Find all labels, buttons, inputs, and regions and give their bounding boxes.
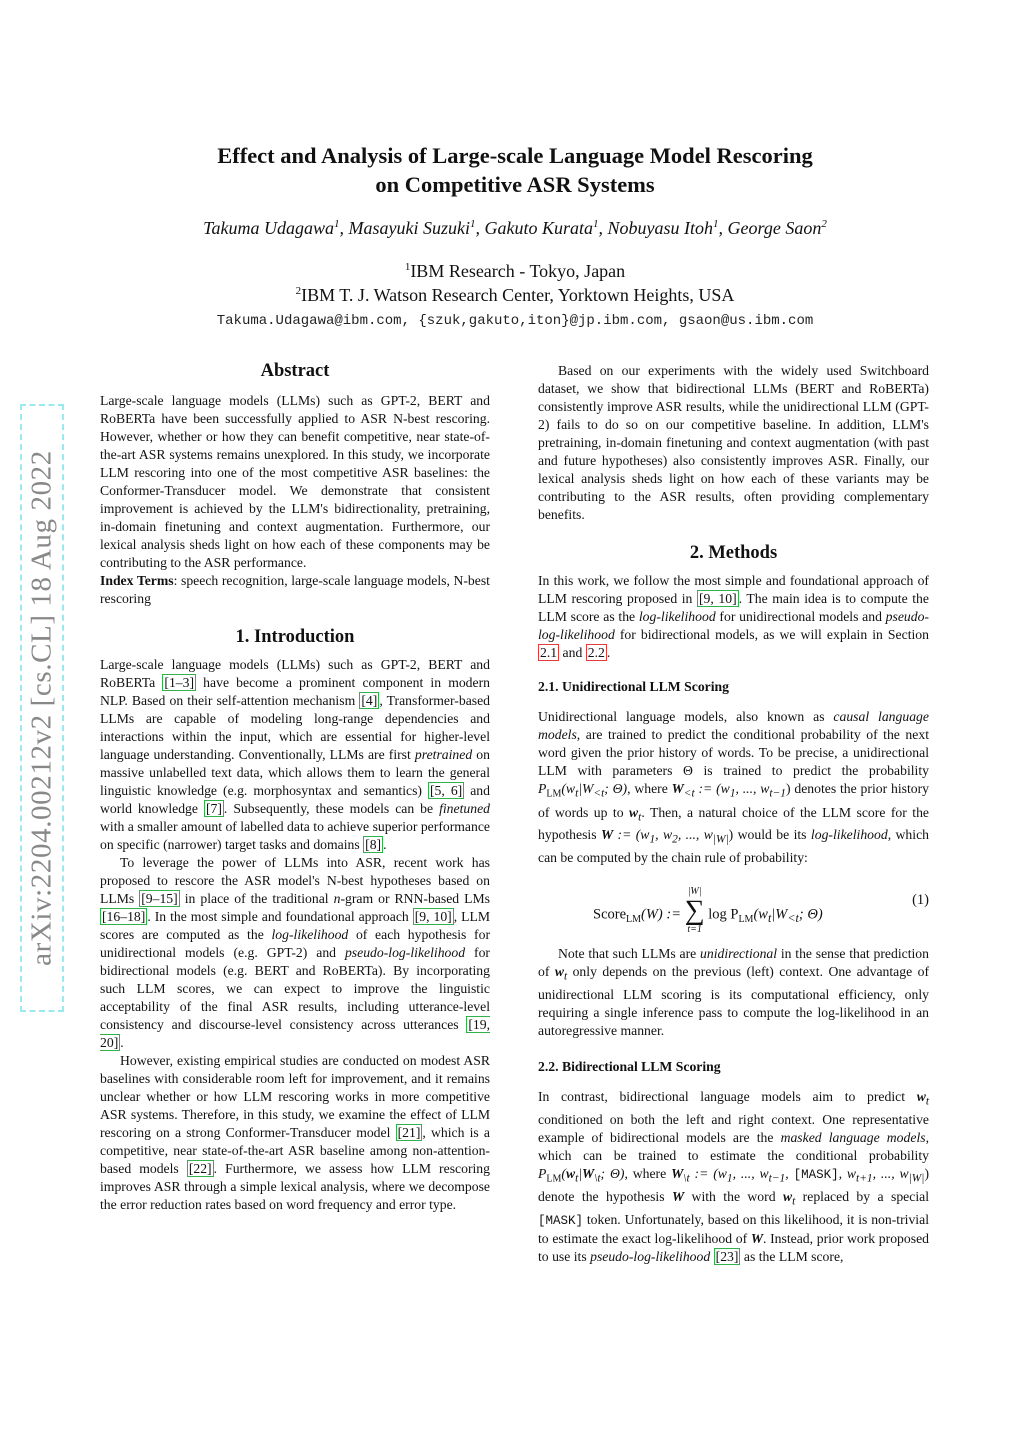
equation-1: Score$_{LM}$(W) := |W| ∑ t=1 $\log P_{LM}(w_t|W_{<t}$; Θ) (1) bbox=[593, 886, 929, 936]
citation-link[interactable]: [16–18] bbox=[102, 909, 146, 924]
author-emails: Takuma.Udagawa@ibm.com, {szuk,gakuto,iton}@jp.ibm.com, gsaon@us.ibm.com bbox=[216, 313, 814, 329]
subsection-2-1-paragraph-1: Unidirectional language models, also known as causal language models, are trained to predict the conditional probability of the next word given the prior history of words. To be precise, a unidirectional LLM with parameters Θ is trained to predict the probability $P_{LM}(w_t|W_{<t}$; Θ), where $W_{<t}$ := ($w_1$, ..., $w_{t-1}$) denotes the prior history of words up to $w_t$. Then, a natural choice of the LLM score for the hypothesis W := ($w_1$, $w_2$, ..., $w_{|W|}$) would be its log-likelihood, which can be computed by the chain rule of probability: bbox=[538, 709, 929, 866]
section-link[interactable]: 2.2 bbox=[587, 645, 605, 660]
paper-title-line-2: on Competitive ASR Systems bbox=[375, 172, 655, 197]
right-column bbox=[538, 362, 929, 1266]
citation-link[interactable]: [9, 10] bbox=[698, 591, 737, 606]
citation-link[interactable]: [9, 10] bbox=[414, 909, 452, 924]
author: Nobuyasu Itoh bbox=[607, 218, 714, 238]
citation-link[interactable]: [19, 20] bbox=[100, 1017, 490, 1050]
index-terms: Index Terms: speech recognition, large-scale language models, N-best rescoring bbox=[100, 573, 490, 606]
subsection-2-1-heading: 2.1. Unidirectional LLM Scoring bbox=[538, 679, 729, 694]
citation-link[interactable]: [21] bbox=[397, 1125, 421, 1140]
citation-link[interactable]: [4] bbox=[361, 693, 378, 708]
affiliation-1: $^1$IBM Research - Tokyo, Japan bbox=[404, 261, 626, 281]
intro-paragraph-1: Large-scale language models (LLMs) such as GPT-2, BERT and RoBERTa [1–3] have become a prominent component in modern NLP. Based on their self-attention mechanism [4] , Transformer-based LLMs are capable of modeling long-range dependencies and interactions within the input, which are essential for higher-level language understanding. Conventionally, LLMs are first pretrained on massive unlabelled text data, which allows them to learn the general linguistic knowledge (e.g. morphosyntax and semantics) [5, 6] and world knowledge [7] . Subsequently, these models can be finetuned with a smaller amount of labelled data to achieve superior performance on specific (narrower) target tasks and domains [8] . bbox=[100, 657, 491, 852]
intro-continuation: Based on our experiments with the widely used Switchboard dataset, we show that bidirectional LLMs (BERT and RoBERTa) consistently improve ASR results, while the unidirectional LLM (GPT-2) fails to do so on our competitive baseline. In addition, LLM's pretraining, in-domain finetuning and context augmentation (with past and future hypotheses) also consistently improves ASR. Finally, our lexical analysis sheds light on how each of these variants may be contributing to the ASR results, often providing complementary benefits. bbox=[538, 363, 929, 522]
section-link[interactable]: 2.1 bbox=[540, 645, 558, 660]
arxiv-id: arXiv:2204.00212v2 [cs.CL] 18 Aug 2022 bbox=[25, 450, 58, 966]
affiliation-2: $^2$IBM T. J. Watson Research Center, Yorktown Heights, USA bbox=[295, 285, 735, 305]
subsection-2-2-heading: 2.2. Bidirectional LLM Scoring bbox=[538, 1058, 721, 1074]
citation-link[interactable]: [22] bbox=[188, 1161, 212, 1176]
author: Takuma Udagawa bbox=[203, 218, 335, 238]
intro-paragraph-2: To leverage the power of LLMs into ASR, recent work has proposed to rescore the ASR model's N-best hypotheses based on LLMs [9–15] in place of the traditional n-gram or RNN-based LMs [16–18] . In the most simple and foundational approach [9, 10] , LLM scores are computed as the log-likelihood of each hypothesis for unidirectional models (e.g. GPT-2) and pseudo-log-likelihood for bidirectional models (e.g. BERT and RoBERTa). By incorporating such LLM scores, we can expect to improve the linguistic acceptability of the final ASR results, including utterance-level consistency and discourse-level consistency across utterances [19, 20] . bbox=[100, 855, 491, 1050]
citation-link[interactable]: [1–3] bbox=[164, 675, 195, 690]
citation-link[interactable]: [8] bbox=[365, 837, 382, 852]
equation-number: (1) bbox=[912, 892, 929, 909]
author-list: Takuma Udagawa$^1$, Masayuki Suzuki$^1$, Gakuto Kurata$^1$, Nobuyasu Itoh$^1$, George Saon$^2$ bbox=[203, 218, 827, 238]
author: Masayuki Suzuki bbox=[348, 218, 470, 238]
citation-link[interactable]: [7] bbox=[205, 801, 222, 816]
author: George Saon bbox=[727, 218, 822, 238]
methods-heading: 2. Methods bbox=[689, 543, 778, 563]
paper-title-line-1: Effect and Analysis of Large-scale Language Model Rescoring bbox=[217, 143, 813, 168]
intro-paragraph-3: However, existing empirical studies are conducted on modest ASR baselines with considerable room left for improvement, and it remains unclear whether or how LLM rescoring works in more competitive ASR systems. Therefore, in this study, we examine the effect of LLM rescoring on a strong Conformer-Transducer model [21] , which is a competitive, near state-of-the-art ASR baseline among non-attention-based models [22] . Furthermore, we assess how LLM rescoring improves ASR through a simple lexical analysis, where we decompose the error reduction rates based on word frequency and error type. bbox=[100, 1053, 491, 1212]
citation-link[interactable]: [9–15] bbox=[141, 891, 178, 906]
citation-link[interactable]: [23] bbox=[715, 1249, 739, 1265]
citation-link[interactable]: [5, 6] bbox=[429, 783, 463, 798]
arxiv-sidebar-stamp bbox=[20, 404, 64, 1012]
left-column bbox=[100, 362, 490, 1214]
abstract-text: Large-scale language models (LLMs) such as GPT-2, BERT and RoBERTa have been successfully applied to ASR N-best rescoring. However, whether or how they can benefit competitive, near state-of-the-art ASR systems remains unexplored. In this study, we incorporate LLM rescoring into one of the most competitive ASR baselines: the Conformer-Transducer model. We demonstrate that consistent improvement is achieved by the LLM's bidirectionality, pretraining, in-domain finetuning and context augmentation. Furthermore, our lexical analysis sheds light on how each of these components may be contributing to the ASR performance. bbox=[100, 393, 490, 570]
methods-paragraph: In this work, we follow the most simple and foundational approach of LLM rescoring proposed in [9, 10] . The main idea is to compute the LLM score as the log-likelihood for unidirectional models and pseudo-log-likelihood for bidirectional models, as we will explain in Section 2.1 and 2.2 . bbox=[538, 573, 929, 660]
subsection-2-2-paragraph: In contrast, bidirectional language models aim to predict $w_t$ conditioned on both the left and right context. One representative example of bidirectional models are the masked language models, which can be trained to estimate the conditional probability $P_{LM}(w_t|W_{\backslash t}$; Θ), where $W_{\backslash t}$ := ($w_1$, ..., $w_{t-1}$, [MASK], $w_{t+1}$, ..., $w_{|W|}$) denote the hypothesis W with the word $w_t$ replaced by a special [MASK] token. Unfortunately, based on this likelihood, it is non-trivial to estimate the exact log-likelihood of W. Instead, prior work proposed to use its pseudo-log-likelihood [23] as the LLM score, bbox=[538, 1088, 930, 1265]
introduction-heading: 1. Introduction bbox=[235, 627, 355, 647]
author: Gakuto Kurata bbox=[484, 218, 594, 238]
abstract-heading: Abstract bbox=[260, 361, 330, 381]
subsection-2-1-paragraph-2: Note that such LLMs are unidirectional in the sense that prediction of $w_t$ only depends on the previous (left) context. One advantage of unidirectional LLM scoring is its computational efficiency, only requiring a single inference pass to compute the log-likelihood in an autoregressive manner. bbox=[538, 946, 929, 1038]
